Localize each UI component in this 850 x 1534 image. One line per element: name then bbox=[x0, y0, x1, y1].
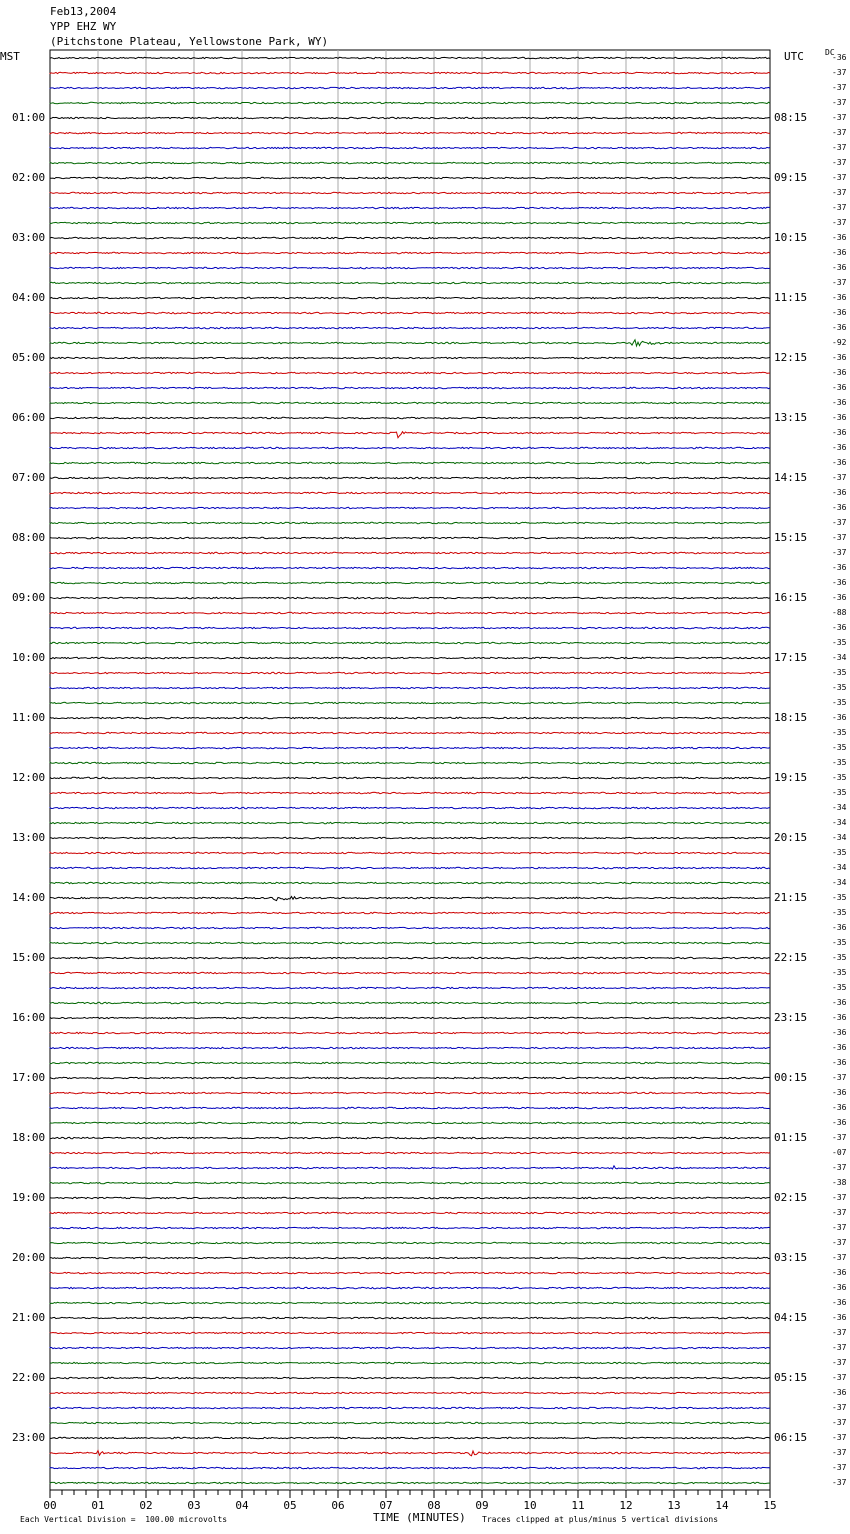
mst-hour-label: 11:00 bbox=[12, 711, 46, 724]
mst-hour-label: 04:00 bbox=[12, 291, 46, 304]
trace-row bbox=[50, 777, 770, 778]
dc-offset-label: -35 bbox=[832, 893, 847, 902]
trace-row bbox=[50, 537, 770, 538]
utc-hour-label: 06:15 bbox=[774, 1431, 808, 1444]
dc-offset-label: -36 bbox=[832, 248, 847, 257]
trace-row bbox=[50, 132, 770, 133]
trace-row bbox=[50, 492, 770, 493]
trace-row bbox=[50, 252, 770, 253]
dc-offset-label: -37 bbox=[832, 518, 847, 527]
mst-hour-label: 14:00 bbox=[12, 891, 46, 904]
dc-offset-label: -34 bbox=[832, 803, 847, 812]
x-tick-label: 03 bbox=[187, 1499, 201, 1512]
dc-offset-label: -36 bbox=[832, 1088, 847, 1097]
dc-offset-label: -37 bbox=[832, 533, 847, 542]
trace-row bbox=[50, 1451, 770, 1456]
utc-hour-label: 01:15 bbox=[774, 1131, 808, 1144]
dc-offset-label: -36 bbox=[832, 1043, 847, 1052]
x-tick-label: 00 bbox=[43, 1499, 57, 1512]
trace-row bbox=[50, 1166, 770, 1169]
chart-date: Feb13,2004 bbox=[50, 5, 117, 18]
dc-offset-label: -37 bbox=[832, 1463, 847, 1472]
utc-hour-label: 10:15 bbox=[774, 231, 808, 244]
mst-hour-label: 05:00 bbox=[12, 351, 46, 364]
trace-row bbox=[50, 267, 770, 268]
x-axis-title: TIME (MINUTES) bbox=[373, 1511, 466, 1524]
trace-row bbox=[50, 340, 770, 346]
x-tick-label: 12 bbox=[619, 1499, 633, 1512]
mst-hour-label: 16:00 bbox=[12, 1011, 46, 1024]
dc-offset-label: -36 bbox=[832, 1118, 847, 1127]
dc-offset-label: -34 bbox=[832, 833, 847, 842]
dc-offset-label: -35 bbox=[832, 848, 847, 857]
utc-hour-label: 22:15 bbox=[774, 951, 808, 964]
dc-offset-label: -36 bbox=[832, 428, 847, 437]
trace-row bbox=[50, 1242, 770, 1243]
dc-offset-label: -35 bbox=[832, 638, 847, 647]
trace-row bbox=[50, 282, 770, 283]
dc-offset-label: -37 bbox=[832, 473, 847, 482]
trace-row bbox=[50, 477, 770, 478]
utc-hour-label: 04:15 bbox=[774, 1311, 808, 1324]
dc-offset-label: -37 bbox=[832, 143, 847, 152]
dc-offset-label: -35 bbox=[832, 953, 847, 962]
trace-row bbox=[50, 657, 770, 658]
trace-row bbox=[50, 507, 770, 508]
x-tick-label: 02 bbox=[139, 1499, 153, 1512]
trace-row bbox=[50, 1317, 770, 1318]
dc-offset-label: -37 bbox=[832, 1418, 847, 1427]
dc-offset-label: -36 bbox=[832, 923, 847, 932]
dc-offset-label: -35 bbox=[832, 788, 847, 797]
utc-hour-label: 02:15 bbox=[774, 1191, 808, 1204]
trace-row bbox=[50, 1332, 770, 1333]
utc-hour-label: 17:15 bbox=[774, 651, 808, 664]
dc-offset-label: -37 bbox=[832, 1448, 847, 1457]
trace-row bbox=[50, 1377, 770, 1378]
trace-row bbox=[50, 417, 770, 418]
dc-offset-label: -37 bbox=[832, 158, 847, 167]
trace-row bbox=[50, 837, 770, 838]
trace-row bbox=[50, 972, 770, 973]
dc-offset-label: -36 bbox=[832, 1013, 847, 1022]
dc-offset-label: -37 bbox=[832, 1403, 847, 1412]
trace-row bbox=[50, 72, 770, 73]
dc-offset-label: -37 bbox=[832, 1373, 847, 1382]
trace-row bbox=[50, 747, 770, 748]
mst-hour-label: 20:00 bbox=[12, 1251, 46, 1264]
trace-row bbox=[50, 672, 770, 673]
utc-hour-label: 16:15 bbox=[774, 591, 808, 604]
trace-row bbox=[50, 1137, 770, 1138]
utc-hour-label: 03:15 bbox=[774, 1251, 808, 1264]
dc-offset-label: -35 bbox=[832, 668, 847, 677]
trace-row bbox=[50, 462, 770, 463]
dc-offset-label: -36 bbox=[832, 1103, 847, 1112]
dc-offset-label: -37 bbox=[832, 68, 847, 77]
dc-offset-label: -36 bbox=[832, 998, 847, 1007]
dc-offset-label: -36 bbox=[832, 1388, 847, 1397]
mst-hour-label: 13:00 bbox=[12, 831, 46, 844]
trace-row bbox=[50, 312, 770, 313]
trace-row bbox=[50, 762, 770, 763]
trace-row bbox=[50, 687, 770, 688]
trace-row bbox=[50, 792, 770, 793]
dc-offset-label: -36 bbox=[832, 293, 847, 302]
trace-row bbox=[50, 147, 770, 148]
utc-hour-label: 21:15 bbox=[774, 891, 808, 904]
trace-row bbox=[50, 1347, 770, 1348]
trace-row bbox=[50, 1062, 770, 1063]
dc-offset-label: -36 bbox=[832, 1298, 847, 1307]
trace-row bbox=[50, 372, 770, 373]
utc-hour-label: 20:15 bbox=[774, 831, 808, 844]
dc-offset-label: -34 bbox=[832, 863, 847, 872]
trace-row bbox=[50, 1047, 770, 1048]
dc-offset-label: -36 bbox=[832, 413, 847, 422]
x-tick-label: 07 bbox=[379, 1499, 393, 1512]
trace-row bbox=[50, 1302, 770, 1303]
dc-offset-label: -35 bbox=[832, 968, 847, 977]
trace-row bbox=[50, 1077, 770, 1078]
trace-row bbox=[50, 552, 770, 553]
trace-row bbox=[50, 162, 770, 163]
x-tick-label: 11 bbox=[571, 1499, 585, 1512]
dc-offset-label: -36 bbox=[832, 53, 847, 62]
dc-offset-label: -37 bbox=[832, 1238, 847, 1247]
trace-row bbox=[50, 1017, 770, 1018]
dc-offset-label: -36 bbox=[832, 233, 847, 242]
utc-hour-label: 15:15 bbox=[774, 531, 808, 544]
x-tick-label: 13 bbox=[667, 1499, 681, 1512]
utc-axis-label: UTC bbox=[784, 50, 804, 63]
x-tick-label: 08 bbox=[427, 1499, 441, 1512]
utc-hour-label: 12:15 bbox=[774, 351, 808, 364]
plot-frame bbox=[50, 50, 770, 1490]
x-tick-label: 10 bbox=[523, 1499, 537, 1512]
x-tick-label: 01 bbox=[91, 1499, 105, 1512]
trace-row bbox=[50, 642, 770, 643]
dc-offset-label: -35 bbox=[832, 908, 847, 917]
mst-hour-label: 03:00 bbox=[12, 231, 46, 244]
trace-row bbox=[50, 732, 770, 733]
dc-offset-label: -35 bbox=[832, 773, 847, 782]
dc-offset-label: -36 bbox=[832, 308, 847, 317]
mst-hour-label: 15:00 bbox=[12, 951, 46, 964]
dc-offset-label: -36 bbox=[832, 263, 847, 272]
dc-offset-label: -37 bbox=[832, 128, 847, 137]
x-tick-label: 04 bbox=[235, 1499, 249, 1512]
dc-offset-label: -37 bbox=[832, 1358, 847, 1367]
trace-row bbox=[50, 1197, 770, 1198]
trace-row bbox=[50, 867, 770, 868]
trace-row bbox=[50, 957, 770, 958]
mst-hour-label: 10:00 bbox=[12, 651, 46, 664]
trace-row bbox=[50, 612, 770, 613]
dc-offset-label: -38 bbox=[832, 1178, 847, 1187]
utc-hour-label: 18:15 bbox=[774, 711, 808, 724]
trace-row bbox=[50, 87, 770, 88]
dc-offset-label: -36 bbox=[832, 623, 847, 632]
utc-hour-label: 13:15 bbox=[774, 411, 808, 424]
dc-offset-label: -37 bbox=[832, 1253, 847, 1262]
trace-row bbox=[50, 222, 770, 223]
trace-row bbox=[50, 1002, 770, 1003]
dc-offset-label: -37 bbox=[832, 173, 847, 182]
trace-row bbox=[50, 327, 770, 328]
trace-row bbox=[50, 402, 770, 403]
dc-offset-label: -36 bbox=[832, 1313, 847, 1322]
mst-axis-label: MST bbox=[0, 50, 20, 63]
dc-offset-label: -37 bbox=[832, 1193, 847, 1202]
trace-row bbox=[50, 1212, 770, 1213]
dc-offset-label: -34 bbox=[832, 818, 847, 827]
trace-row bbox=[50, 882, 770, 883]
mst-hour-label: 17:00 bbox=[12, 1071, 46, 1084]
dc-offset-label: -35 bbox=[832, 698, 847, 707]
mst-hour-label: 18:00 bbox=[12, 1131, 46, 1144]
trace-row bbox=[50, 1467, 770, 1468]
dc-offset-label: -37 bbox=[832, 188, 847, 197]
trace-row bbox=[50, 432, 770, 438]
utc-hour-label: 23:15 bbox=[774, 1011, 808, 1024]
x-tick-label: 09 bbox=[475, 1499, 489, 1512]
dc-offset-label: -35 bbox=[832, 758, 847, 767]
chart-station: YPP EHZ WY bbox=[50, 20, 117, 33]
trace-row bbox=[50, 1092, 770, 1093]
trace-row bbox=[50, 702, 770, 703]
trace-row bbox=[50, 927, 770, 928]
mst-hour-label: 19:00 bbox=[12, 1191, 46, 1204]
trace-row bbox=[50, 57, 770, 58]
dc-offset-label: -37 bbox=[832, 1478, 847, 1487]
mst-hour-label: 02:00 bbox=[12, 171, 46, 184]
utc-hour-label: 08:15 bbox=[774, 111, 808, 124]
dc-offset-label: -36 bbox=[832, 503, 847, 512]
mst-hour-label: 12:00 bbox=[12, 771, 46, 784]
mst-hour-label: 23:00 bbox=[12, 1431, 46, 1444]
trace-row bbox=[50, 177, 770, 178]
utc-hour-label: 19:15 bbox=[774, 771, 808, 784]
trace-row bbox=[50, 717, 770, 718]
dc-offset-label: -35 bbox=[832, 743, 847, 752]
dc-offset-label: -36 bbox=[832, 578, 847, 587]
trace-row bbox=[50, 1182, 770, 1183]
dc-offset-label: -36 bbox=[832, 323, 847, 332]
trace-row bbox=[50, 1122, 770, 1123]
dc-offset-label: -35 bbox=[832, 683, 847, 692]
trace-row bbox=[50, 1362, 770, 1363]
trace-row bbox=[50, 1272, 770, 1273]
x-tick-label: 06 bbox=[331, 1499, 345, 1512]
dc-offset-label: -37 bbox=[832, 1433, 847, 1442]
x-tick-label: 05 bbox=[283, 1499, 297, 1512]
dc-offset-label: -36 bbox=[832, 368, 847, 377]
utc-hour-label: 09:15 bbox=[774, 171, 808, 184]
utc-hour-label: 11:15 bbox=[774, 291, 808, 304]
dc-offset-label: -37 bbox=[832, 1223, 847, 1232]
dc-offset-label: -37 bbox=[832, 203, 847, 212]
trace-row bbox=[50, 1032, 770, 1033]
dc-offset-label: -36 bbox=[832, 1028, 847, 1037]
trace-row bbox=[50, 1227, 770, 1228]
mst-hour-label: 01:00 bbox=[12, 111, 46, 124]
dc-offset-label: -88 bbox=[832, 608, 847, 617]
trace-row bbox=[50, 822, 770, 823]
dc-offset-label: -36 bbox=[832, 488, 847, 497]
trace-row bbox=[50, 387, 770, 388]
dc-offset-label: -35 bbox=[832, 938, 847, 947]
chart-location: (Pitchstone Plateau, Yellowstone Park, WY) bbox=[50, 35, 329, 48]
mst-hour-label: 22:00 bbox=[12, 1371, 46, 1384]
utc-hour-label: 00:15 bbox=[774, 1071, 808, 1084]
trace-row bbox=[50, 1422, 770, 1423]
dc-offset-label: -36 bbox=[832, 443, 847, 452]
trace-row bbox=[50, 1482, 770, 1483]
trace-row bbox=[50, 807, 770, 808]
dc-offset-label: -07 bbox=[832, 1148, 847, 1157]
dc-offset-label: -37 bbox=[832, 98, 847, 107]
mst-hour-label: 21:00 bbox=[12, 1311, 46, 1324]
mst-hour-label: 08:00 bbox=[12, 531, 46, 544]
dc-offset-label: -36 bbox=[832, 1268, 847, 1277]
dc-offset-label: -34 bbox=[832, 653, 847, 662]
dc-offset-label: -92 bbox=[832, 338, 847, 347]
dc-offset-label: -37 bbox=[832, 83, 847, 92]
trace-row bbox=[50, 297, 770, 298]
trace-row bbox=[50, 1392, 770, 1393]
mst-hour-label: 07:00 bbox=[12, 471, 46, 484]
trace-row bbox=[50, 1152, 770, 1153]
trace-row bbox=[50, 1107, 770, 1108]
trace-row bbox=[50, 597, 770, 598]
trace-row bbox=[50, 102, 770, 103]
dc-offset-label: -36 bbox=[832, 458, 847, 467]
dc-offset-label: -36 bbox=[832, 1058, 847, 1067]
dc-offset-label: -36 bbox=[832, 593, 847, 602]
dc-offset-label: -36 bbox=[832, 398, 847, 407]
trace-row bbox=[50, 897, 770, 901]
dc-offset-label: -37 bbox=[832, 113, 847, 122]
dc-offset-label: -36 bbox=[832, 353, 847, 362]
trace-row bbox=[50, 207, 770, 208]
trace-row bbox=[50, 942, 770, 943]
dc-offset-label: -36 bbox=[832, 713, 847, 722]
utc-hour-label: 05:15 bbox=[774, 1371, 808, 1384]
dc-offset-label: -35 bbox=[832, 728, 847, 737]
trace-row bbox=[50, 192, 770, 193]
scale-note: Each Vertical Division = 100.00 microvolts bbox=[20, 1515, 228, 1524]
trace-row bbox=[50, 582, 770, 583]
dc-offset-label: -37 bbox=[832, 1343, 847, 1352]
dc-offset-label: -36 bbox=[832, 383, 847, 392]
dc-offset-label: -34 bbox=[832, 878, 847, 887]
trace-row bbox=[50, 237, 770, 238]
trace-row bbox=[50, 522, 770, 523]
trace-row bbox=[50, 627, 770, 628]
trace-row bbox=[50, 1437, 770, 1438]
dc-offset-label: -37 bbox=[832, 1133, 847, 1142]
mst-hour-label: 06:00 bbox=[12, 411, 46, 424]
trace-row bbox=[50, 117, 770, 118]
dc-offset-label: -36 bbox=[832, 1283, 847, 1292]
dc-offset-label: -37 bbox=[832, 218, 847, 227]
x-tick-label: 14 bbox=[715, 1499, 729, 1512]
dc-offset-label: -35 bbox=[832, 983, 847, 992]
x-tick-label: 15 bbox=[763, 1499, 777, 1512]
dc-offset-label: -36 bbox=[832, 563, 847, 572]
dc-offset-label: -37 bbox=[832, 1208, 847, 1217]
trace-row bbox=[50, 912, 770, 913]
dc-offset-label: -37 bbox=[832, 548, 847, 557]
utc-hour-label: 14:15 bbox=[774, 471, 808, 484]
dc-label: DC bbox=[825, 48, 835, 57]
mst-hour-label: 09:00 bbox=[12, 591, 46, 604]
clip-note: Traces clipped at plus/minus 5 vertical divisions bbox=[482, 1515, 719, 1524]
trace-row bbox=[50, 357, 770, 358]
trace-row bbox=[50, 1287, 770, 1288]
trace-row bbox=[50, 987, 770, 988]
trace-row bbox=[50, 852, 770, 853]
trace-row bbox=[50, 1257, 770, 1258]
dc-offset-label: -37 bbox=[832, 1328, 847, 1337]
trace-row bbox=[50, 447, 770, 448]
dc-offset-label: -37 bbox=[832, 1163, 847, 1172]
dc-offset-label: -37 bbox=[832, 1073, 847, 1082]
dc-offset-label: -37 bbox=[832, 278, 847, 287]
trace-row bbox=[50, 1407, 770, 1408]
trace-row bbox=[50, 567, 770, 568]
